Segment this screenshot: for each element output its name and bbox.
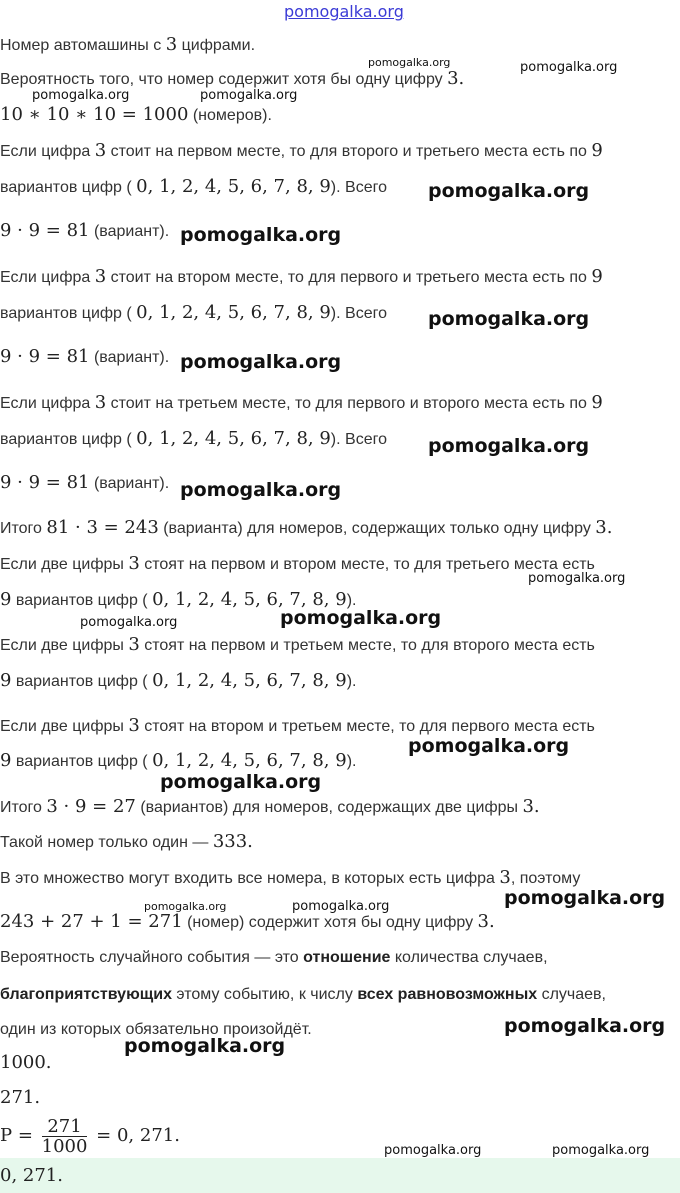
text-line: Если две цифры 3 стоят на первом и третьем месте, то для второго места есть bbox=[0, 634, 595, 655]
text-line: 9 · 9 = 81 (вариант). bbox=[0, 220, 170, 241]
watermark: pomogalka.org bbox=[180, 224, 342, 246]
watermark: pomogalka.org bbox=[528, 571, 626, 586]
text-line: Итого 3 · 9 = 27 (вариантов) для номеров, содержащих две цифры 3. bbox=[0, 796, 540, 817]
watermark: pomogalka.org bbox=[80, 615, 178, 630]
watermark: pomogalka.org bbox=[280, 607, 442, 629]
text-line: благоприятствующих этому событию, к числу всех равновозможных случаев, bbox=[0, 986, 606, 1003]
watermark: pomogalka.org bbox=[180, 479, 342, 501]
text-line: вариантов цифр ( 0, 1, 2, 4, 5, 6, 7, 8, 9). Всего bbox=[0, 176, 387, 197]
text-line: 243 + 27 + 1 = 271 (номер) содержит хотя бы одну цифру 3. bbox=[0, 911, 495, 932]
text-line: 1000. bbox=[0, 1052, 52, 1073]
watermark: pomogalka.org bbox=[428, 308, 590, 330]
watermark: pomogalka.org bbox=[292, 899, 390, 914]
text-line: Если цифра 3 стоит на втором месте, то для первого и третьего места есть по 9 bbox=[0, 266, 603, 287]
watermark: pomogalka.org bbox=[200, 88, 298, 103]
watermark: pomogalka.org bbox=[504, 1015, 666, 1037]
text-line: вариантов цифр ( 0, 1, 2, 4, 5, 6, 7, 8, 9). Всего bbox=[0, 428, 387, 449]
text-line: 10 ∗ 10 ∗ 10 = 1000 (номеров). bbox=[0, 104, 272, 125]
watermark: pomogalka.org bbox=[32, 88, 130, 103]
watermark: pomogalka.org bbox=[408, 735, 570, 757]
watermark: pomogalka.org bbox=[520, 60, 618, 75]
text-line: Если две цифры 3 стоят на первом и втором месте, то для третьего места есть bbox=[0, 553, 595, 574]
text-line: один из которых обязательно произойдёт. bbox=[0, 1021, 312, 1038]
probability-formula: P = $\frac{271}{1000}$ = 0, 271. bbox=[0, 1116, 180, 1158]
text-line: В это множество могут входить все номера, в которых есть цифра 3, поэтому bbox=[0, 867, 581, 888]
watermark: pomogalka.org bbox=[180, 351, 342, 373]
text-line: Если цифра 3 стоит на первом месте, то для второго и третьего места есть по 9 bbox=[0, 140, 603, 161]
site-link[interactable]: pomogalka.org bbox=[284, 2, 404, 21]
text-line: Если цифра 3 стоит на третьем месте, то для первого и второго места есть по 9 bbox=[0, 392, 603, 413]
text-line: 271. bbox=[0, 1087, 41, 1108]
text-line: Итого 81 · 3 = 243 (варианта) для номеров, содержащих только одну цифру 3. bbox=[0, 517, 613, 538]
watermark: pomogalka.org bbox=[368, 56, 451, 69]
text-line: 9 вариантов цифр ( 0, 1, 2, 4, 5, 6, 7, 8, 9). bbox=[0, 670, 357, 691]
text-line: вариантов цифр ( 0, 1, 2, 4, 5, 6, 7, 8, 9). Всего bbox=[0, 302, 387, 323]
watermark: pomogalka.org bbox=[160, 771, 322, 793]
answer-highlight bbox=[0, 1158, 680, 1193]
text-line: Вероятность того, что номер содержит хотя бы одну цифру 3. bbox=[0, 68, 465, 89]
watermark: pomogalka.org bbox=[384, 1143, 482, 1158]
watermark: pomogalka.org bbox=[552, 1143, 650, 1158]
fraction: $\frac{271}{1000}$ bbox=[41, 1116, 88, 1158]
watermark: pomogalka.org bbox=[124, 1035, 286, 1057]
text-line: Такой номер только один — 333. bbox=[0, 831, 253, 852]
text-line: Вероятность случайного события — это отношение количества случаев, bbox=[0, 949, 548, 966]
watermark: pomogalka.org bbox=[428, 180, 590, 202]
text-line: 9 · 9 = 81 (вариант). bbox=[0, 472, 170, 493]
watermark: pomogalka.org bbox=[428, 435, 590, 457]
text-line: Если две цифры 3 стоят на втором и третьем месте, то для первого места есть bbox=[0, 715, 595, 736]
text-line: Номер автомашины с 3 цифрами. bbox=[0, 34, 256, 55]
text-line: 9 вариантов цифр ( 0, 1, 2, 4, 5, 6, 7, 8, 9). bbox=[0, 750, 357, 771]
text-line: 9 · 9 = 81 (вариант). bbox=[0, 346, 170, 367]
watermark: pomogalka.org bbox=[144, 900, 227, 913]
text-line: 9 вариантов цифр ( 0, 1, 2, 4, 5, 6, 7, 8, 9). bbox=[0, 589, 357, 610]
answer-line: 0, 271. bbox=[0, 1165, 63, 1186]
watermark: pomogalka.org bbox=[504, 887, 666, 909]
